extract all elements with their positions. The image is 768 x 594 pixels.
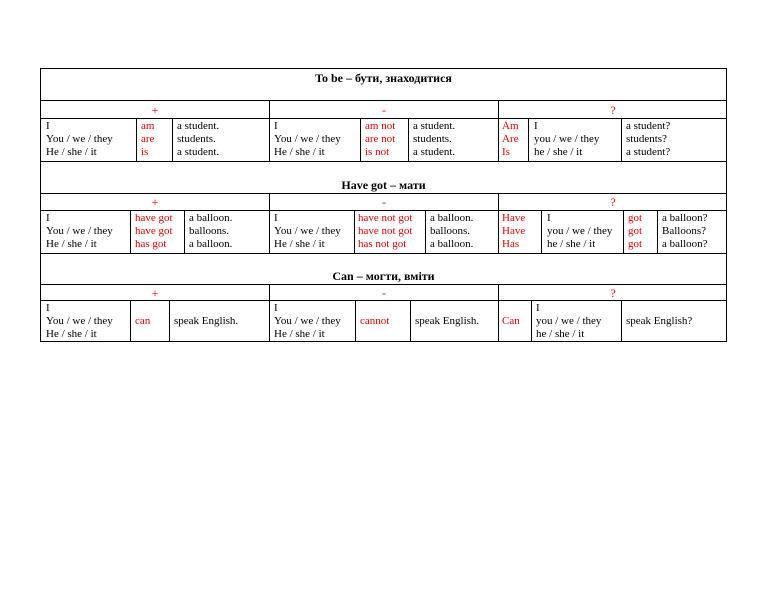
divider	[425, 210, 426, 253]
verb-cell: Has	[502, 238, 520, 250]
divider	[40, 253, 727, 254]
verb-cell: have got	[135, 225, 173, 237]
verb-cell: Are	[502, 133, 519, 145]
subject-cell: You / we / they	[46, 225, 113, 237]
object-cell: a balloon.	[430, 212, 474, 224]
question-sign: ?	[610, 103, 616, 117]
divider	[172, 118, 173, 161]
subject-cell: You / we / they	[274, 225, 341, 237]
subject-cell: I	[547, 212, 551, 224]
question-sign: ?	[610, 286, 616, 300]
section-title-to-be: To be – бути, знаходитися	[315, 71, 452, 85]
divider	[40, 100, 727, 101]
section-title-have-got: Have got – мати	[341, 178, 426, 192]
plus-sign: +	[151, 103, 159, 117]
subject-cell: He / she / it	[46, 328, 97, 340]
object-cell: students.	[177, 133, 216, 145]
object-cell: balloons.	[430, 225, 471, 237]
subject-cell: He / she / it	[274, 328, 325, 340]
plus-sign: +	[151, 286, 159, 300]
verb-cell: am	[141, 120, 155, 132]
verb-cell: Have	[502, 212, 526, 224]
subject-cell: I	[46, 302, 50, 314]
subject-cell: You / we / they	[274, 315, 341, 327]
divider	[621, 118, 622, 161]
verb-cell: has got	[135, 238, 167, 250]
verb-cell: cannot	[360, 315, 390, 327]
object-cell: a balloon?	[662, 238, 708, 250]
divider	[657, 210, 658, 253]
subject-cell: I	[274, 120, 278, 132]
plus-sign: +	[151, 195, 159, 209]
divider	[410, 300, 411, 342]
verb-cell: Have	[502, 225, 526, 237]
divider	[184, 210, 185, 253]
divider	[40, 300, 727, 301]
subject-cell: I	[46, 120, 50, 132]
verb-cell: Am	[502, 120, 519, 132]
minus-sign: -	[382, 286, 386, 300]
divider	[169, 300, 170, 342]
divider	[40, 118, 727, 119]
object-cell: a student.	[177, 120, 220, 132]
verb-cell: can	[135, 315, 151, 327]
question-sign: ?	[610, 195, 616, 209]
subject-cell: you / we / they	[534, 133, 600, 145]
verb-cell: is not	[365, 146, 390, 158]
verb-cell: are not	[365, 133, 396, 145]
subject-cell: He / she / it	[274, 238, 325, 250]
subject-cell: You / we / they	[46, 133, 113, 145]
verb-cell: are	[141, 133, 155, 145]
object-cell: speak English?	[626, 315, 693, 327]
object-cell: speak English.	[415, 315, 480, 327]
verb-cell: Can	[502, 315, 520, 327]
verb-cell: is	[141, 146, 149, 158]
divider	[40, 161, 727, 162]
divider	[531, 300, 532, 342]
subject-cell: he / she / it	[547, 238, 596, 250]
divider	[528, 118, 529, 161]
subject-cell: He / she / it	[46, 238, 97, 250]
verb-cell: got	[628, 238, 643, 250]
subject-cell: you / we / they	[547, 225, 613, 237]
subject-cell: He / she / it	[274, 146, 325, 158]
subject-cell: You / we / they	[274, 133, 341, 145]
object-cell: Balloons?	[662, 225, 706, 237]
verb-cell: am not	[365, 120, 396, 132]
subject-cell: you / we / they	[536, 315, 602, 327]
divider	[355, 300, 356, 342]
object-cell: a balloon.	[189, 212, 233, 224]
object-cell: a student.	[177, 146, 220, 158]
subject-cell: I	[534, 120, 538, 132]
subject-cell: He / she / it	[46, 146, 97, 158]
object-cell: speak English.	[174, 315, 239, 327]
minus-sign: -	[382, 103, 386, 117]
subject-cell: he / she / it	[534, 146, 583, 158]
subject-cell: I	[274, 212, 278, 224]
verb-cell: got	[628, 212, 643, 224]
verb-cell: Is	[502, 146, 510, 158]
divider	[130, 210, 131, 253]
object-cell: a student?	[626, 146, 671, 158]
divider	[40, 193, 727, 194]
subject-cell: I	[536, 302, 540, 314]
verb-cell: have got	[135, 212, 173, 224]
object-cell: a student.	[413, 146, 456, 158]
verb-cell: has not got	[358, 238, 407, 250]
subject-cell: I	[46, 212, 50, 224]
verb-cell: got	[628, 225, 643, 237]
section-title-can: Can – могти, вміти	[332, 269, 435, 283]
object-cell: a balloon.	[189, 238, 233, 250]
divider	[541, 210, 542, 253]
object-cell: students?	[626, 133, 667, 145]
subject-cell: You / we / they	[46, 315, 113, 327]
divider	[360, 118, 361, 161]
verb-cell: have not got	[358, 225, 413, 237]
verb-cell: have not got	[358, 212, 413, 224]
object-cell: a balloon.	[430, 238, 474, 250]
divider	[623, 210, 624, 253]
subject-cell: he / she / it	[536, 328, 585, 340]
object-cell: students.	[413, 133, 452, 145]
object-cell: a student.	[413, 120, 456, 132]
divider	[621, 300, 622, 342]
divider	[136, 118, 137, 161]
object-cell: a student?	[626, 120, 671, 132]
divider	[354, 210, 355, 253]
object-cell: balloons.	[189, 225, 230, 237]
subject-cell: I	[274, 302, 278, 314]
object-cell: a balloon?	[662, 212, 708, 224]
minus-sign: -	[382, 195, 386, 209]
divider	[408, 118, 409, 161]
divider	[40, 284, 727, 285]
divider	[130, 300, 131, 342]
